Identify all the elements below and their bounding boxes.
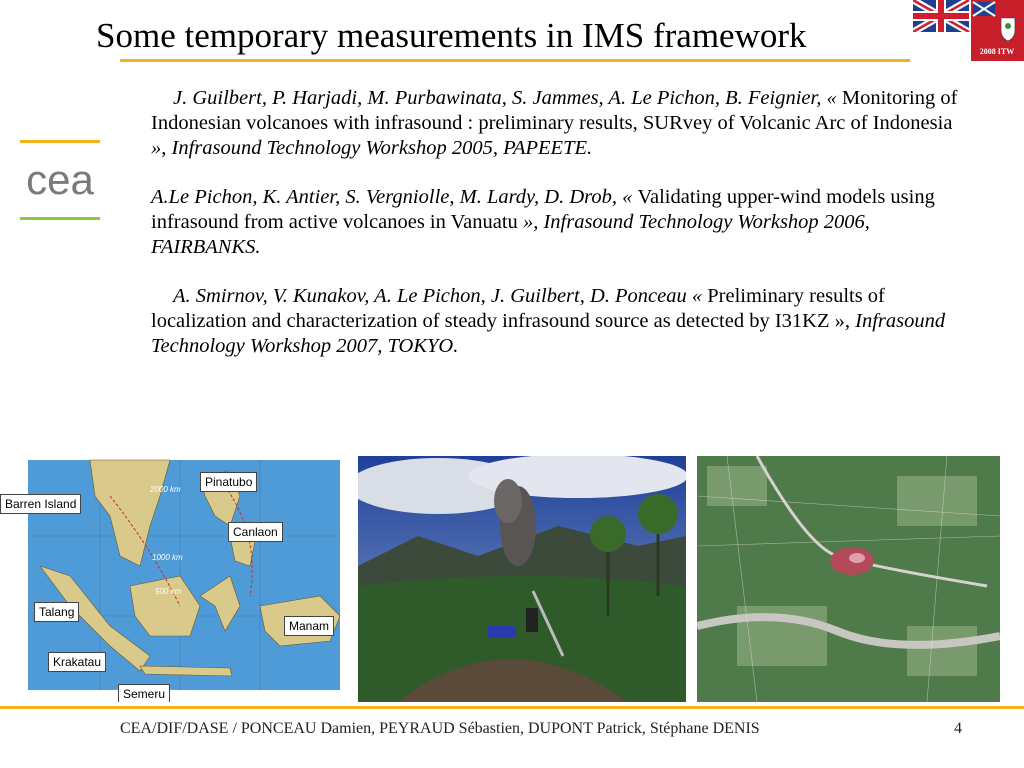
reference-title: Preliminary results of localization and characterization of steady infrasound source as detected by I31KZ », <box>151 285 885 332</box>
reference-venue: Infrasound Technology Workshop 2007, TOKYO. <box>151 310 946 357</box>
flag-badge-text: 2008 ITW <box>979 47 1015 56</box>
page-number: 4 <box>954 720 962 737</box>
map-distance-label: 1000 km <box>152 553 183 562</box>
svg-text:cea: cea <box>26 156 94 203</box>
map-label-krakatau: Krakatau <box>48 652 106 672</box>
reference-title: Monitoring of Indonesian volcanoes with infrasound : preliminary results, <box>151 87 958 134</box>
slide-title: Some temporary measurements in IMS framework <box>96 16 807 55</box>
volcano-photo-graphic <box>358 456 686 702</box>
reference-authors: A. Smirnov, V. Kunakov, A. Le Pichon, J. Guilbert, D. Ponceau « <box>173 285 708 307</box>
volcano-photo <box>358 456 686 702</box>
map-label-pinatubo: Pinatubo <box>200 472 257 492</box>
footer-credits: CEA/DIF/DASE / PONCEAU Damien, PEYRAUD Sébastien, DUPONT Patrick, Stéphane DENIS <box>120 720 760 737</box>
reference-authors: A.Le Pichon, K. Antier, S. Vergniolle, M. Lardy, D. Drob, « <box>151 186 638 208</box>
cea-logo <box>18 138 104 224</box>
reference-title-cont: SURvey of Volcanic Arc of Indonesia <box>642 112 953 134</box>
map-label-barren-island: Barren Island <box>0 494 81 514</box>
map-label-manam: Manam <box>284 616 334 636</box>
reference-item <box>151 86 966 161</box>
map-label-canlaon: Canlaon <box>228 522 283 542</box>
title-underline <box>120 59 910 62</box>
reference-title: Validating upper-wind models using infrasound from active volcanoes in Vanuatu <box>151 186 935 233</box>
uk-flag-icon <box>913 0 969 32</box>
reference-venue: », Infrasound Technology Workshop 2006, FAIRBANKS. <box>151 211 870 258</box>
map-distance-label: 2000 km <box>150 485 181 494</box>
satellite-image <box>697 456 1000 702</box>
map-distance-label: 500 km <box>155 587 182 596</box>
reference-item <box>151 284 966 359</box>
flags-badge <box>913 0 1024 61</box>
reference-venue: », Infrasound Technology Workshop 2005, PAPEETE. <box>151 137 593 159</box>
map-label-semeru: Semeru <box>118 684 170 702</box>
reference-list <box>151 86 966 383</box>
volcano-map <box>0 456 345 702</box>
reference-authors: J. Guilbert, P. Harjadi, M. Purbawinata, S. Jammes, A. Le Pichon, B. Feignier, « <box>173 87 842 109</box>
reference-item <box>151 185 966 260</box>
satellite-image-graphic <box>697 456 1000 702</box>
map-label-talang: Talang <box>34 602 79 622</box>
footer-rule <box>0 706 1024 709</box>
